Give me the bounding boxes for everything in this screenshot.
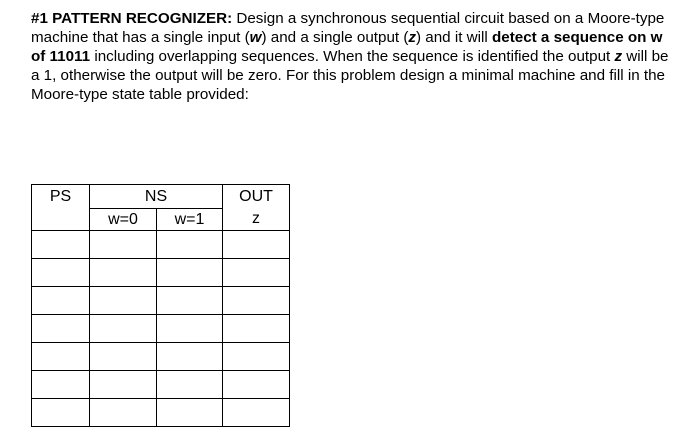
subheader-z: z (223, 209, 290, 231)
problem-statement (31, 9, 671, 104)
cell-ns-w0[interactable] (90, 343, 157, 371)
problem-text-4: including overlapping sequences. When the sequence is identified the output (90, 48, 615, 65)
cell-ns-w0[interactable] (90, 231, 157, 259)
header-out: OUT (223, 185, 290, 209)
output-variable: z (408, 29, 417, 46)
table-row (32, 231, 290, 259)
problem-paragraph (31, 9, 671, 104)
cell-ns-w1[interactable] (157, 371, 223, 399)
cell-ns-w0[interactable] (90, 371, 157, 399)
cell-ns-w0[interactable] (90, 287, 157, 315)
table-row (32, 287, 290, 315)
cell-ns-w0[interactable] (90, 259, 157, 287)
subheader-w1: w=1 (157, 209, 223, 231)
cell-out-z[interactable] (223, 259, 290, 287)
table-row (32, 371, 290, 399)
cell-out-z[interactable] (223, 343, 290, 371)
header-ns: NS (90, 185, 223, 209)
cell-ps[interactable] (32, 371, 90, 399)
cell-ns-w0[interactable] (90, 399, 157, 427)
table-row (32, 315, 290, 343)
detect-phrase: detect a sequence on w of 11011 (31, 29, 663, 65)
header-ps: PS (32, 185, 90, 209)
problem-text-5: will be a 1, otherwise the output will be zero. For this problem design a minimal machine and fill in the Moore-type state table provided: (31, 48, 669, 103)
cell-out-z[interactable] (223, 371, 290, 399)
cell-ps[interactable] (32, 231, 90, 259)
problem-title: PATTERN RECOGNIZER: (52, 10, 233, 27)
problem-text-2: ) and a single output ( (261, 29, 409, 46)
output-variable-2: z (614, 48, 623, 65)
cell-out-z[interactable] (223, 287, 290, 315)
header-ps-blank (32, 209, 90, 231)
cell-ns-w1[interactable] (157, 259, 223, 287)
cell-ns-w1[interactable] (157, 287, 223, 315)
cell-ns-w1[interactable] (157, 231, 223, 259)
moore-state-table (31, 184, 290, 427)
table-row (32, 259, 290, 287)
cell-out-z[interactable] (223, 399, 290, 427)
cell-out-z[interactable] (223, 315, 290, 343)
cell-ps[interactable] (32, 315, 90, 343)
subheader-w0: w=0 (90, 209, 157, 231)
cell-ns-w1[interactable] (157, 315, 223, 343)
cell-ps[interactable] (32, 287, 90, 315)
cell-ps[interactable] (32, 343, 90, 371)
cell-out-z[interactable] (223, 231, 290, 259)
cell-ps[interactable] (32, 399, 90, 427)
problem-text-3: ) and it will (416, 29, 492, 46)
table-row (32, 399, 290, 427)
cell-ns-w0[interactable] (90, 315, 157, 343)
cell-ns-w1[interactable] (157, 343, 223, 371)
cell-ps[interactable] (32, 259, 90, 287)
cell-ns-w1[interactable] (157, 399, 223, 427)
problem-text-1: Design a synchronous sequential circuit based on a Moore-type machine that has a single input ( (31, 10, 665, 46)
problem-number: #1 (31, 10, 48, 27)
table-row (32, 343, 290, 371)
input-variable: w (249, 29, 262, 46)
